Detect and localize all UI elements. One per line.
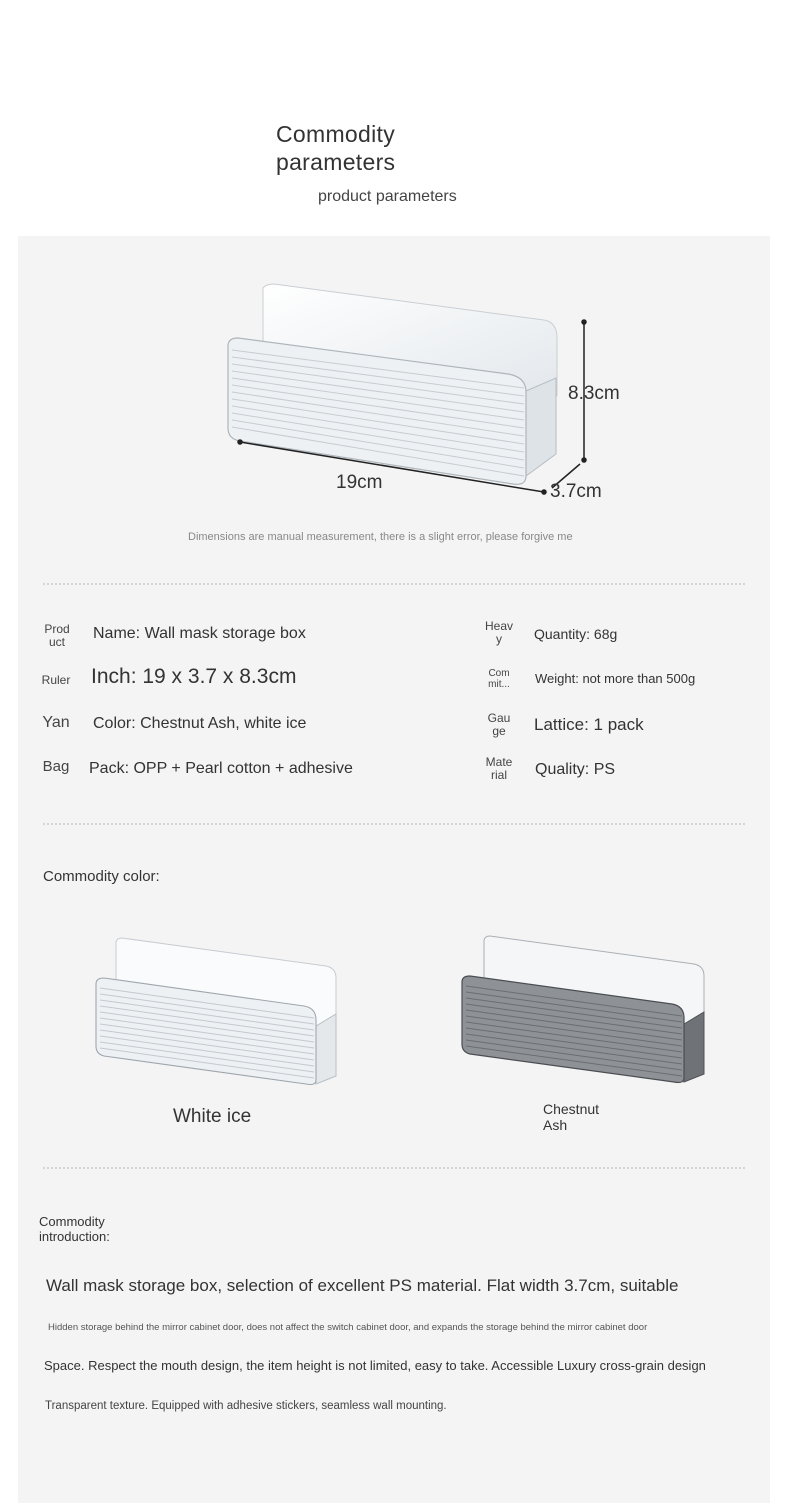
param-value: Quantity: 68g [534, 626, 618, 642]
divider [43, 1167, 745, 1169]
param-value: Color: Chestnut Ash, white ice [93, 715, 307, 732]
param-label: Prod uct [44, 622, 70, 649]
param-label: Yan [42, 714, 70, 731]
content-panel [18, 236, 770, 1503]
page-subtitle: product parameters [318, 188, 457, 205]
divider [43, 823, 745, 825]
depth-label: 3.7cm [550, 481, 602, 502]
white-ice-product-image [92, 934, 342, 1094]
param-value: Quality: PS [535, 761, 616, 778]
width-label: 19cm [336, 472, 383, 493]
param-label: Heav y [484, 619, 513, 646]
intro-line: Wall mask storage box, selection of excellent PS material. Flat width 3.7cm, suitable [46, 1276, 679, 1295]
measurement-note: Dimensions are manual measurement, there is a slight error, please forgive me [188, 531, 573, 543]
intro-line: Transparent texture. Equipped with adhesive stickers, seamless wall mounting. [45, 1400, 447, 1412]
param-value: Pack: OPP + Pearl cotton + adhesive [89, 760, 353, 777]
param-value: Weight: not more than 500g [535, 671, 696, 686]
param-label: Mate rial [485, 755, 513, 782]
param-label: Bag [42, 758, 70, 775]
chestnut-ash-product-image [458, 932, 708, 1092]
colors-heading: Commodity color: [43, 868, 160, 885]
color-name-white-ice: White ice [173, 1106, 252, 1127]
page-title: Commodity parameters [276, 121, 396, 175]
color-name-chestnut-ash: Chestnut Ash [543, 1101, 600, 1133]
height-label: 8.3cm [568, 383, 620, 404]
intro-heading: Commodity introduction: [39, 1214, 110, 1244]
param-value: Name: Wall mask storage box [93, 625, 306, 642]
intro-line: Hidden storage behind the mirror cabinet door, does not affect the switch cabinet door, and expands the storage behind the mirror cabinet door [48, 1322, 648, 1333]
divider [43, 583, 745, 585]
intro-line: Space. Respect the mouth design, the item height is not limited, easy to take. Accessible Luxury cross-grain design [44, 1358, 706, 1373]
param-value: Lattice: 1 pack [534, 715, 644, 734]
param-value: Inch: 19 x 3.7 x 8.3cm [91, 665, 297, 688]
param-label: Com mit... [488, 668, 510, 690]
param-label: Ruler [41, 673, 71, 687]
param-label: Gau ge [487, 711, 511, 738]
